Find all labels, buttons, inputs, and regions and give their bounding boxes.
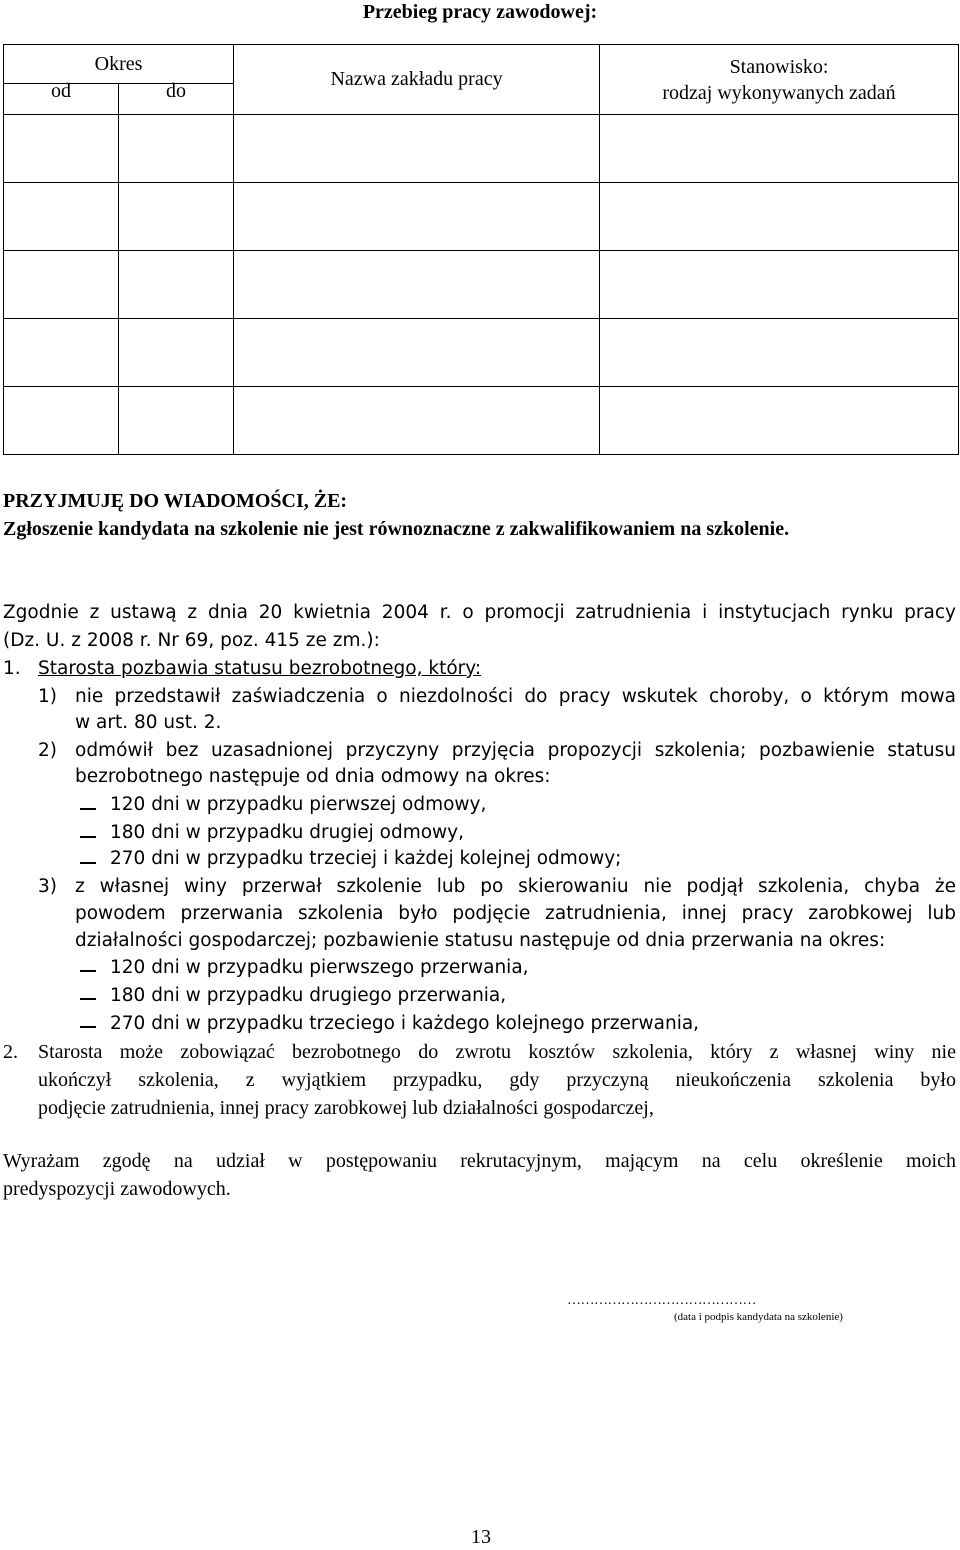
cell-from[interactable] — [4, 115, 119, 183]
dash-bullet — [80, 998, 96, 1000]
cell-to[interactable] — [119, 387, 234, 455]
cell-employer[interactable] — [234, 251, 600, 319]
item-2-line2: bezrobotnego następuje od dnia odmowy na okres: — [75, 766, 551, 787]
point-2-line3: podjęcie zatrudnienia, innej pracy zarobkowej lub działalności gospodarczej, — [38, 1097, 654, 1119]
point-1-text: Starosta pozbawia statusu bezrobotnego, który: — [38, 658, 482, 679]
cell-position[interactable] — [600, 319, 959, 387]
table-row — [4, 251, 959, 319]
item-1-line1: nie przedstawił zaświadczenia o niezdolności do pracy wskutek choroby, o którym mowa — [75, 686, 956, 707]
item-3-line1: z własnej winy przerwał szkolenie lub po skierowaniu nie podjął szkolenia, chyba że — [75, 876, 956, 897]
cell-employer[interactable] — [234, 183, 600, 251]
table-row — [4, 387, 959, 455]
dash-bullet — [80, 862, 96, 864]
item-2-line1: odmówił bez uzasadnionej przyczyny przyjęcia propozycji szkolenia; pozbawienie statusu — [75, 740, 956, 761]
law-intro-line1: Zgodnie z ustawą z dnia 20 kwietnia 2004 r. o promocji zatrudnienia i instytucjach rynku pracy — [3, 602, 956, 623]
cell-to[interactable] — [119, 183, 234, 251]
ack-text: Zgłoszenie kandydata na szkolenie nie jest równoznaczne z zakwalifikowaniem na szkolenie. — [3, 518, 790, 540]
cell-employer[interactable] — [234, 387, 600, 455]
page-number: 13 — [471, 1526, 491, 1548]
cell-employer[interactable] — [234, 319, 600, 387]
item-2-period-2: 180 dni w przypadku drugiej odmowy, — [110, 822, 464, 843]
cell-from[interactable] — [4, 251, 119, 319]
cell-to[interactable] — [119, 319, 234, 387]
dash-bullet — [80, 808, 96, 810]
ack-heading: PRZYJMUJĘ DO WIADOMOŚCI, ŻE: — [3, 490, 348, 512]
dash-bullet — [80, 836, 96, 838]
cell-employer[interactable] — [234, 115, 600, 183]
cell-from[interactable] — [4, 319, 119, 387]
item-3-line3: działalności gospodarczej; pozbawienie statusu następuje od dnia przerwania na okres: — [75, 930, 886, 951]
dash-bullet — [80, 1026, 96, 1028]
item-3-line2: powodem przerwania szkolenia było podjęcie zatrudnienia, innej pracy zarobkowej lub — [75, 903, 956, 924]
cell-to[interactable] — [119, 251, 234, 319]
table-row — [4, 115, 959, 183]
header-from: od — [4, 84, 119, 115]
header-position: Stanowisko: rodzaj wykonywanych zadań — [600, 45, 959, 115]
item-3-period-1: 120 dni w przypadku pierwszego przerwania, — [110, 957, 529, 978]
point-2-line1: Starosta może zobowiązać bezrobotnego do zwrotu kosztów szkolenia, który z własnej winy nie — [38, 1041, 956, 1063]
item-3-number: 3) — [38, 876, 57, 897]
item-1-number: 1) — [38, 686, 57, 707]
consent-line1: Wyrażam zgodę na udział w postępowaniu rekrutacyjnym, mającym na celu określenie moich — [3, 1150, 956, 1172]
consent-line2: predyspozycji zawodowych. — [3, 1178, 231, 1200]
cell-from[interactable] — [4, 387, 119, 455]
point-2-number: 2. — [3, 1041, 18, 1063]
cell-position[interactable] — [600, 251, 959, 319]
page-title: Przebieg pracy zawodowej: — [362, 1, 598, 23]
cell-to[interactable] — [119, 115, 234, 183]
cell-position[interactable] — [600, 183, 959, 251]
career-table — [3, 44, 959, 455]
point-1-number: 1. — [3, 658, 21, 679]
item-2-number: 2) — [38, 740, 57, 761]
item-1-line2: w art. 80 ust. 2. — [75, 712, 222, 733]
cell-position[interactable] — [600, 387, 959, 455]
item-3-period-2: 180 dni w przypadku drugiego przerwania, — [110, 985, 507, 1006]
table-row — [4, 183, 959, 251]
law-intro-line2: (Dz. U. z 2008 r. Nr 69, poz. 415 ze zm.): — [3, 630, 380, 651]
cell-from[interactable] — [4, 183, 119, 251]
point-2-line2: ukończył szkolenia, z wyjątkiem przypadku, gdy przyczyną nieukończenia szkolenia było — [38, 1069, 956, 1091]
dash-bullet — [80, 970, 96, 972]
header-to: do — [119, 84, 234, 115]
cell-position[interactable] — [600, 115, 959, 183]
header-period: Okres — [4, 45, 234, 84]
header-employer: Nazwa zakładu pracy — [234, 45, 600, 115]
signature-caption: (data i podpis kandydata na szkolenie) — [674, 1311, 843, 1323]
item-2-period-3: 270 dni w przypadku trzeciej i każdej kolejnej odmowy; — [110, 848, 622, 869]
table-row — [4, 319, 959, 387]
signature-line[interactable]: …………………………………… — [567, 1293, 756, 1308]
item-2-period-1: 120 dni w przypadku pierwszej odmowy, — [110, 794, 487, 815]
item-3-period-3: 270 dni w przypadku trzeciego i każdego kolejnego przerwania, — [110, 1013, 700, 1034]
